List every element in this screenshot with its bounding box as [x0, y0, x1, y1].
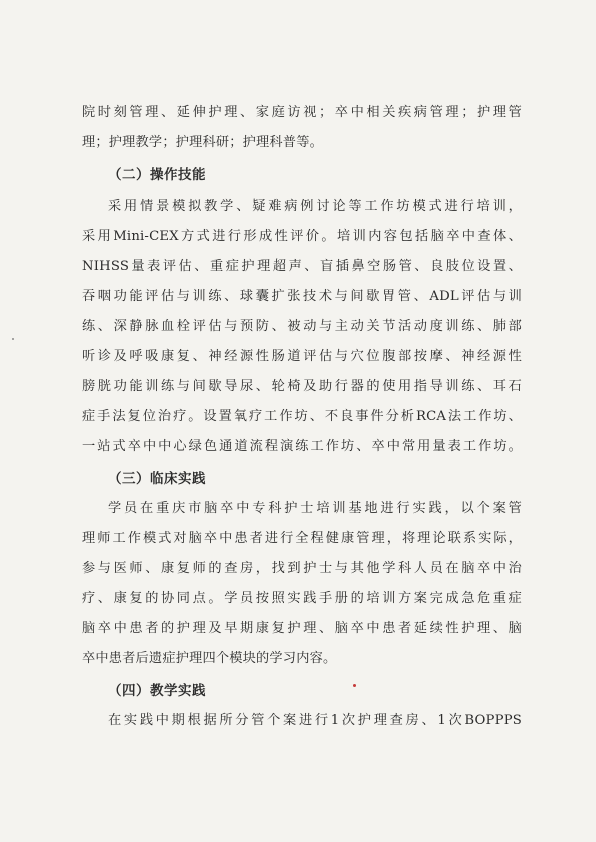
body-text-line: 院时刻管理、延伸护理、家庭访视；卒中相关疾病管理；护理管: [82, 105, 522, 120]
scan-speck: [12, 338, 14, 340]
body-text-line: 症手法复位治疗。设置氧疗工作坊、不良事件分析RCA法工作坊、: [82, 409, 522, 424]
section-heading-clinical-practice: （三）临床实践: [108, 471, 206, 487]
body-text-line: 理；护理教学；护理科研；护理科普等。: [82, 135, 323, 150]
body-text-line: 脑卒中患者的护理及早期康复护理、脑卒中患者延续性护理、脑: [82, 621, 522, 636]
body-text-line: 疗、康复的协同点。学员按照实践手册的培训方案完成急危重症: [82, 591, 522, 606]
section-heading-operation-skills: （二）操作技能: [108, 167, 206, 183]
body-text-line: 在实践中期根据所分管个案进行1次护理查房、1次BOPPPS: [108, 713, 522, 728]
body-text-line: NIHSS量表评估、重症护理超声、盲插鼻空肠管、良肢位设置、: [82, 259, 522, 274]
body-text-line: 一站式卒中中心绿色通道流程演练工作坊、卒中常用量表工作坊。: [82, 439, 522, 454]
section-heading-teaching-practice: （四）教学实践: [108, 683, 206, 699]
body-text-line: 采用Mini-CEX方式进行形成性评价。培训内容包括脑卒中查体、: [82, 229, 522, 244]
body-text-line: 练、深静脉血栓评估与预防、被动与主动关节活动度训练、肺部: [82, 319, 522, 334]
body-text-line: 卒中患者后遗症护理四个模块的学习内容。: [82, 651, 337, 666]
body-text-line: 学员在重庆市脑卒中专科护士培训基地进行实践，以个案管: [108, 501, 522, 516]
body-text-line: 吞咽功能评估与训练、球囊扩张技术与间歇胃管、ADL评估与训: [82, 289, 522, 304]
body-text-line: 听诊及呼吸康复、神经源性肠道评估与穴位腹部按摩、神经源性: [82, 349, 522, 364]
scan-speck: [353, 684, 356, 687]
body-text-line: 理师工作模式对脑卒中患者进行全程健康管理，将理论联系实际，: [82, 531, 522, 546]
body-text-line: 采用情景模拟教学、疑难病例讨论等工作坊模式进行培训，: [108, 199, 522, 214]
body-text-line: 参与医师、康复师的查房，找到护士与其他学科人员在脑卒中治: [82, 561, 522, 576]
body-text-line: 膀胱功能训练与间歇导尿、轮椅及助行器的使用指导训练、耳石: [82, 379, 522, 394]
